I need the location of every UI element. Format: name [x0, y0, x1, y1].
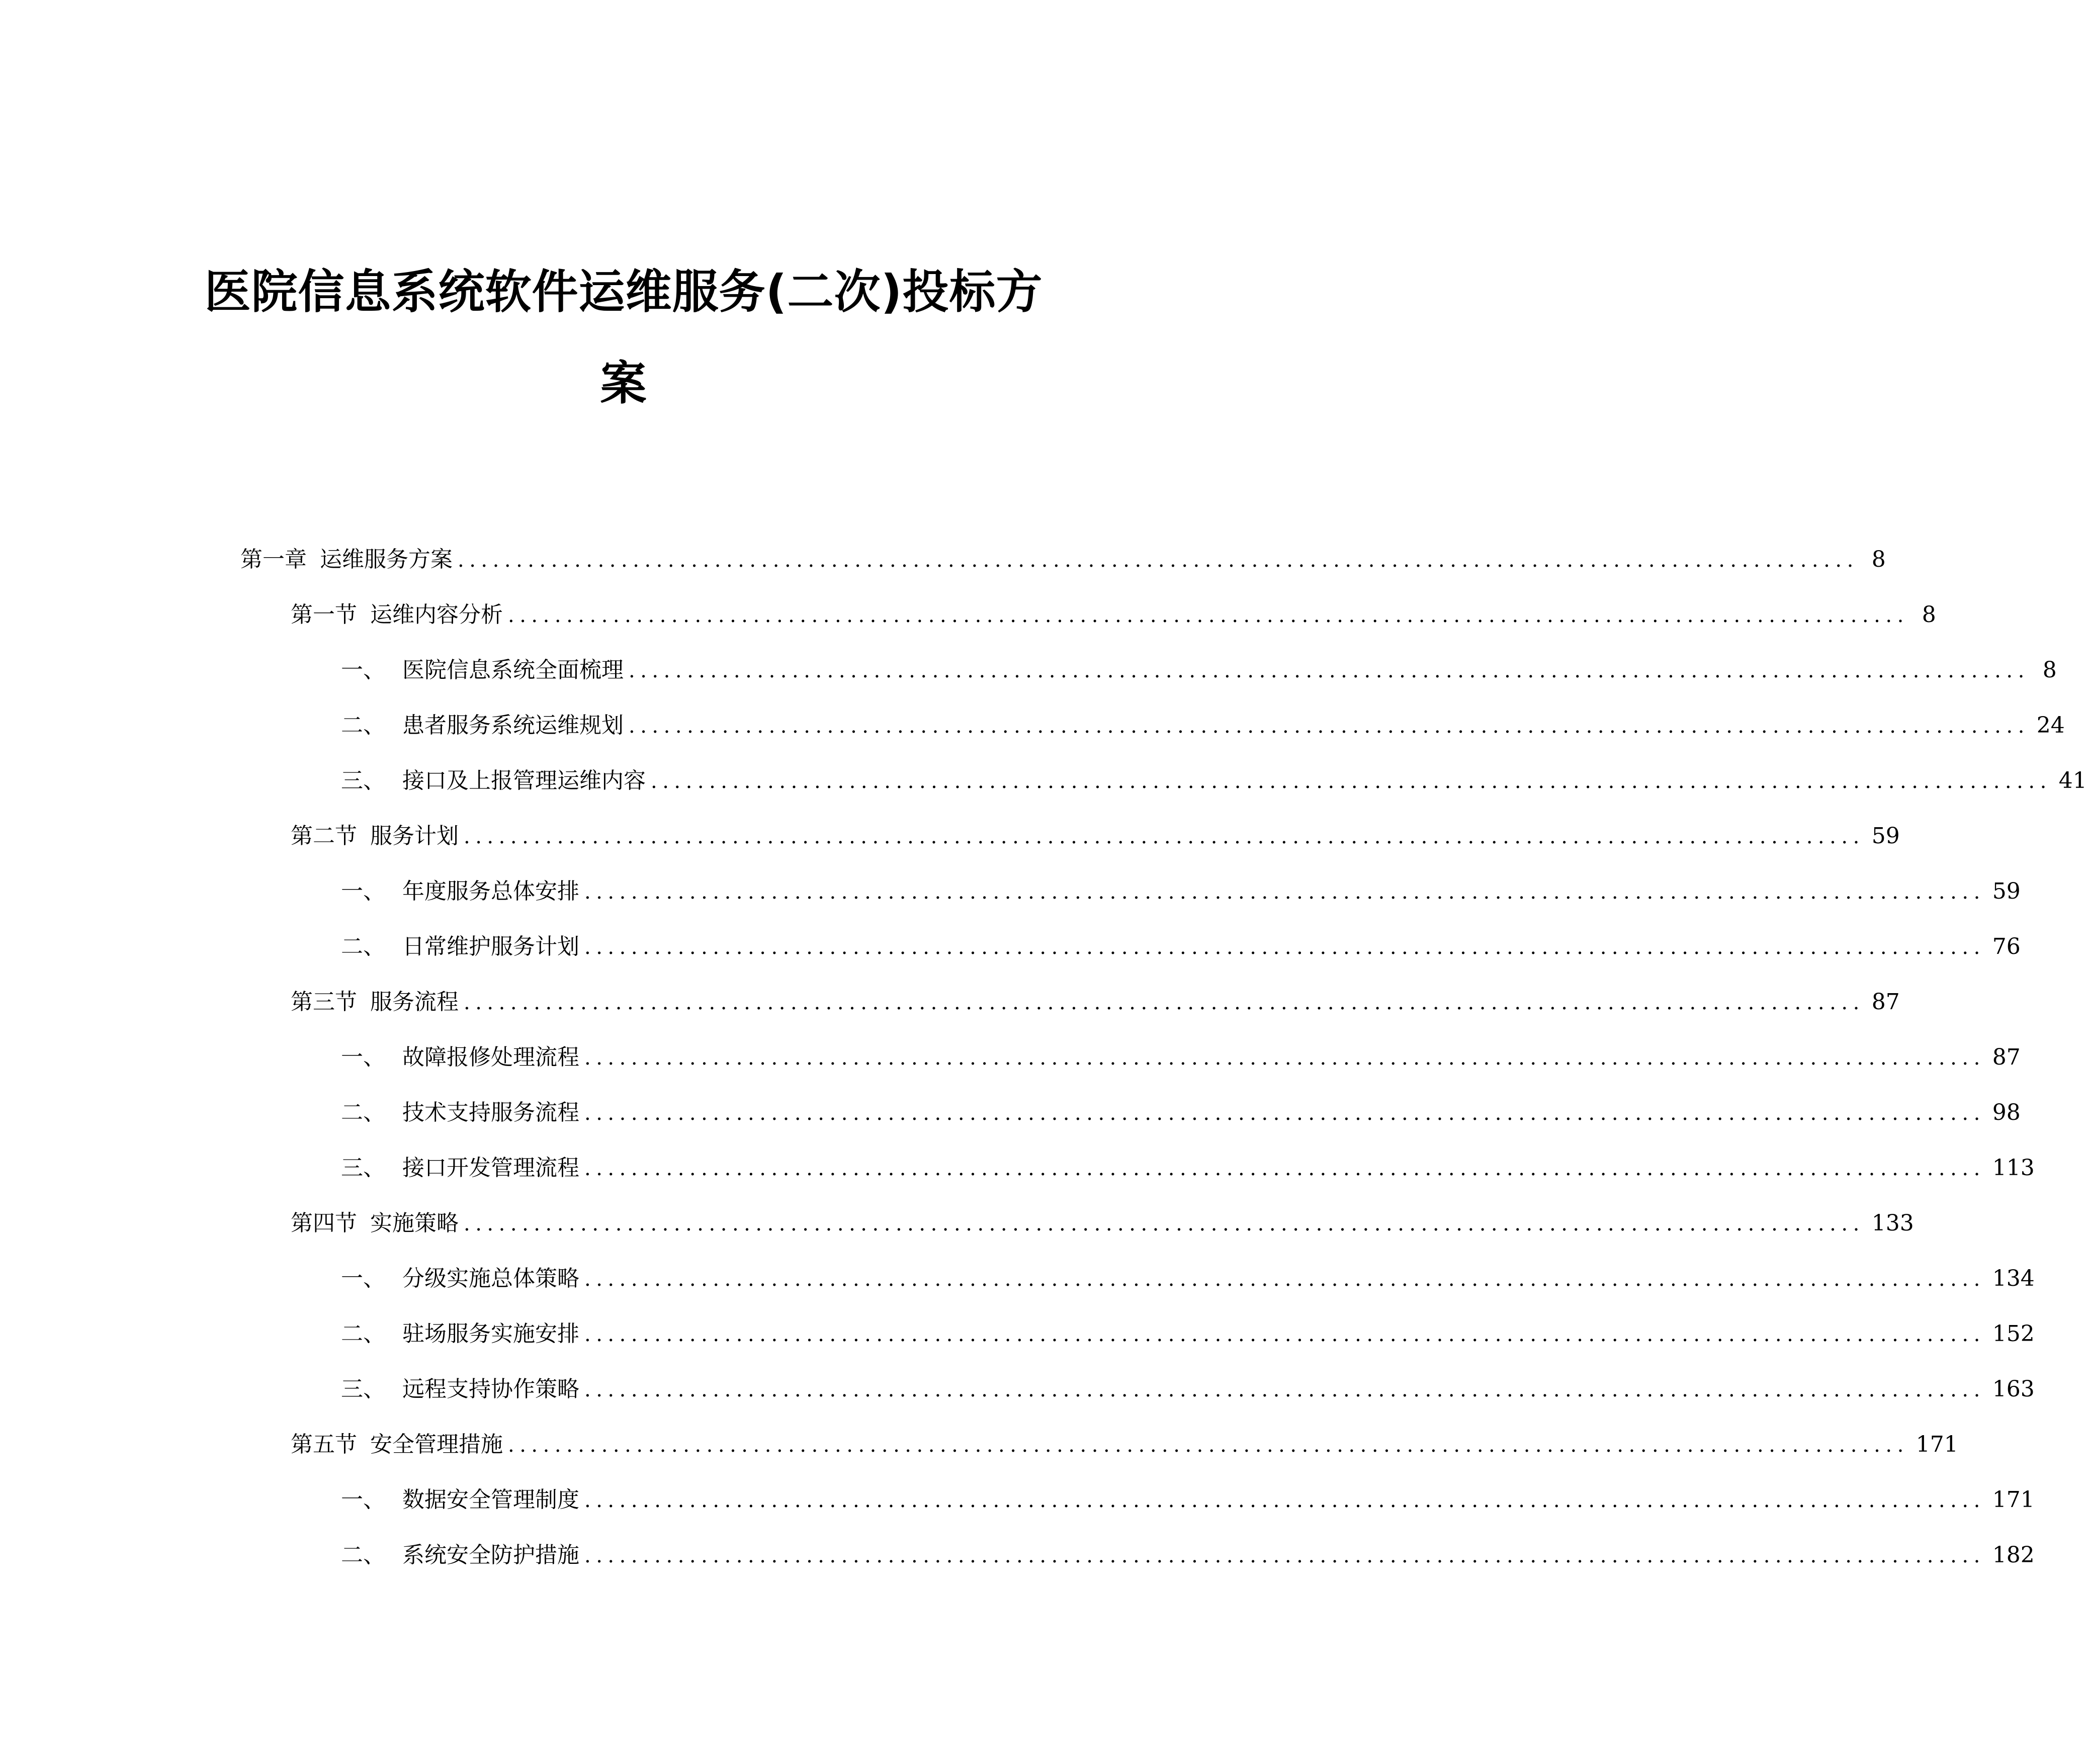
- toc-entry[interactable]: [341, 1085, 2021, 1140]
- toc-entry[interactable]: [341, 1140, 2035, 1196]
- toc-entry-page: 8: [2042, 657, 2057, 683]
- toc-entry-title: 日常维护服务计划: [402, 934, 579, 959]
- toc-entry-title: 驻场服务实施安排: [402, 1321, 579, 1347]
- toc-entry-page: 87: [1992, 1044, 2021, 1070]
- toc-entry-title: 故障报修处理流程: [402, 1044, 579, 1070]
- toc-entry-title: 医院信息系统全面梳理: [402, 657, 624, 683]
- toc-entry-title: 服务流程: [370, 989, 459, 1015]
- toc-entry[interactable]: [341, 1306, 2035, 1362]
- toc-entry-title: 系统安全防护措施: [402, 1542, 579, 1568]
- toc-entry-number: 第一节: [291, 602, 357, 628]
- toc-leader-dots: ........................................................................................................................: [584, 936, 1985, 959]
- toc-entry-number: 二、: [341, 1321, 385, 1347]
- toc-entry-number: 一、: [341, 1487, 385, 1513]
- toc-leader-dots: ........................................................................................................................: [584, 1489, 1985, 1512]
- toc-entry-number: 三、: [341, 1376, 385, 1402]
- toc-leader-dots: ........................................................................................................................: [584, 1378, 1985, 1401]
- toc-leader-dots: ........................................................................................................................: [629, 659, 2030, 682]
- toc-leader-dots: ........................................................................................................................: [584, 1046, 1985, 1070]
- toc-entry-number: 二、: [341, 934, 385, 959]
- toc-leader-dots: ........................................................................................................................: [629, 715, 2030, 738]
- toc-entry-page: 76: [1992, 934, 2021, 959]
- toc-entry-page: 171: [1992, 1487, 2035, 1513]
- toc-entry-page: 8: [1871, 547, 1886, 572]
- toc-entry-page: 134: [1992, 1266, 2035, 1291]
- toc-entry-number: 第三节: [291, 989, 357, 1015]
- toc-leader-dots: ........................................................................................................................: [508, 604, 1909, 627]
- toc-entry-page: 59: [1992, 878, 2021, 904]
- toc-entry-title: 数据安全管理制度: [402, 1487, 579, 1513]
- toc-entry-number: 三、: [341, 1155, 385, 1181]
- toc-entry-title: 接口开发管理流程: [402, 1155, 579, 1181]
- toc-entry[interactable]: [341, 1528, 2035, 1583]
- toc-entry-page: 59: [1871, 823, 1900, 849]
- toc-entry-page: 41: [2058, 768, 2087, 793]
- toc-entry-title: 远程支持协作策略: [402, 1376, 579, 1402]
- toc-entry[interactable]: [240, 532, 1886, 587]
- toc-entry-number: 二、: [341, 713, 385, 738]
- toc-entry-page: 182: [1992, 1542, 2035, 1568]
- toc-leader-dots: ........................................................................................................................: [584, 880, 1985, 904]
- toc-leader-dots: ........................................................................................................................: [584, 1323, 1985, 1346]
- toc-entry-number: 二、: [341, 1542, 385, 1568]
- toc-leader-dots: ........................................................................................................................: [464, 991, 1865, 1014]
- toc-leader-dots: ........................................................................................................................: [584, 1157, 1985, 1180]
- toc-leader-dots: ........................................................................................................................: [584, 1268, 1985, 1291]
- toc-leader-dots: ........................................................................................................................: [464, 1212, 1865, 1236]
- toc-entry-title: 接口及上报管理运维内容: [402, 768, 646, 793]
- toc-entry[interactable]: [291, 809, 1900, 864]
- toc-entry-number: 一、: [341, 1044, 385, 1070]
- toc-entry-title: 年度服务总体安排: [402, 878, 579, 904]
- toc-entry-number: 第二节: [291, 823, 357, 849]
- toc-entry[interactable]: [341, 643, 2057, 698]
- toc-entry[interactable]: [291, 1196, 1914, 1251]
- toc-entry[interactable]: [341, 1030, 2021, 1085]
- toc-leader-dots: ........................................................................................................................: [651, 770, 2052, 793]
- document-title: 医院信息系统软件运维服务(二次)投标方案: [204, 265, 1043, 410]
- toc-entry-number: 一、: [341, 1266, 385, 1291]
- toc-leader-dots: ........................................................................................................................: [508, 1434, 1909, 1457]
- toc-entry-page: 163: [1992, 1376, 2035, 1402]
- toc-entry-title: 实施策略: [370, 1210, 459, 1236]
- toc-entry-page: 171: [1916, 1432, 1958, 1457]
- toc-entry-title: 运维服务方案: [320, 547, 453, 572]
- toc-leader-dots: ........................................................................................................................: [458, 549, 1859, 572]
- toc-entry-number: 第四节: [291, 1210, 357, 1236]
- toc-entry-number: 第一章: [240, 547, 307, 572]
- toc-entry[interactable]: [341, 1362, 2035, 1417]
- toc-entry-title: 运维内容分析: [370, 602, 503, 628]
- toc-entry-number: 三、: [341, 768, 385, 793]
- toc-entry-title: 分级实施总体策略: [402, 1266, 579, 1291]
- toc-entry-title: 安全管理措施: [370, 1432, 503, 1457]
- toc-entry[interactable]: [341, 753, 2087, 809]
- toc-entry-title: 服务计划: [370, 823, 459, 849]
- toc-entry[interactable]: [341, 919, 2021, 975]
- toc-entry-page: 152: [1992, 1321, 2035, 1347]
- toc-entry-number: 一、: [341, 657, 385, 683]
- toc-entry[interactable]: [341, 698, 2065, 753]
- toc-entry-number: 二、: [341, 1100, 385, 1125]
- toc-leader-dots: ........................................................................................................................: [584, 1544, 1985, 1567]
- toc-entry-page: 98: [1992, 1100, 2021, 1125]
- toc-entry[interactable]: [291, 975, 1900, 1030]
- toc-entry[interactable]: [341, 1472, 2035, 1528]
- toc-leader-dots: ........................................................................................................................: [464, 825, 1865, 848]
- toc-entry-number: 一、: [341, 878, 385, 904]
- toc-entry[interactable]: [341, 1251, 2035, 1306]
- toc-entry-page: 87: [1871, 989, 1900, 1015]
- toc-entry[interactable]: [291, 587, 1936, 643]
- toc-entry-title: 技术支持服务流程: [402, 1100, 579, 1125]
- toc-entry-page: 113: [1992, 1155, 2035, 1181]
- toc-entry-page: 24: [2036, 713, 2065, 738]
- toc-entry[interactable]: [341, 864, 2021, 919]
- toc-entry[interactable]: [291, 1417, 1958, 1472]
- toc-leader-dots: ........................................................................................................................: [584, 1102, 1985, 1125]
- toc-entry-page: 133: [1871, 1210, 1914, 1236]
- toc-entry-number: 第五节: [291, 1432, 357, 1457]
- toc-entry-title: 患者服务系统运维规划: [402, 713, 624, 738]
- toc-entry-page: 8: [1922, 602, 1936, 628]
